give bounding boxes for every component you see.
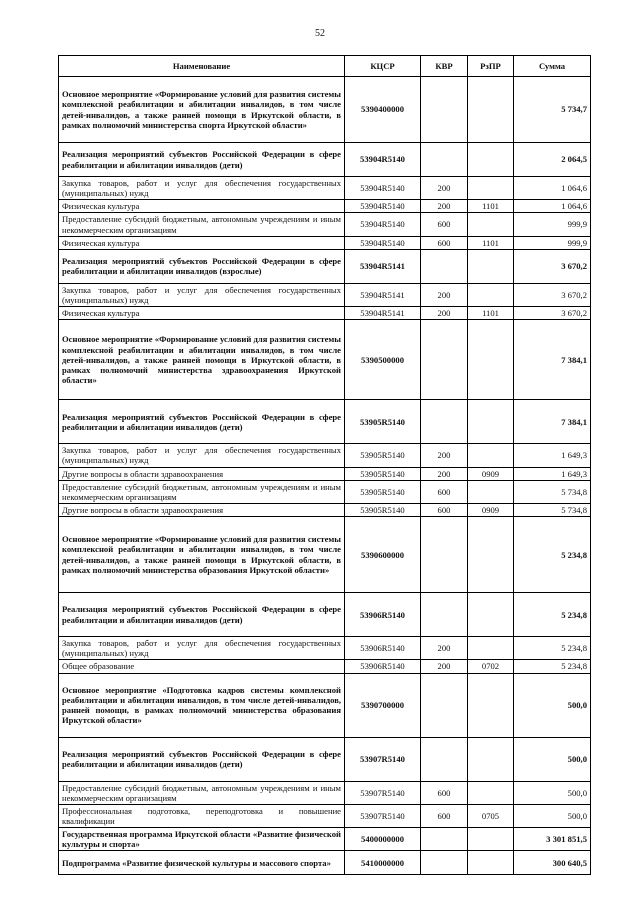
row-rzpr-cell: 0909 [468, 503, 514, 516]
row-sum-cell: 1 649,3 [514, 444, 591, 467]
row-kcsr-cell: 5390700000 [345, 673, 421, 737]
row-kvr-cell: 200 [421, 660, 468, 673]
row-name-cell: Общее образование [59, 660, 345, 673]
row-kvr-cell: 200 [421, 637, 468, 660]
row-sum-cell: 2 064,5 [514, 143, 591, 177]
row-kcsr-cell: 53905R5140 [345, 444, 421, 467]
table-row [59, 213, 591, 236]
row-sum-cell: 5 234,8 [514, 593, 591, 637]
row-kcsr-cell: 53904R5141 [345, 283, 421, 306]
row-kvr-cell: 600 [421, 480, 468, 503]
header-row [59, 56, 591, 77]
row-rzpr-cell [468, 828, 514, 851]
row-rzpr-cell [468, 737, 514, 781]
budget-table [58, 55, 591, 875]
row-name-cell: Основное мероприятие «Подготовка кадров системы комплексной реабилитации и абилитации инвалидов, в том числе детей-инвалидов, ранней помощи, в рамках полномочий министерства образования Иркутской области» [59, 673, 345, 737]
row-kvr-cell: 200 [421, 467, 468, 480]
table-row [59, 283, 591, 306]
table-row [59, 781, 591, 804]
row-rzpr-cell [468, 781, 514, 804]
row-name-cell: Закупка товаров, работ и услуг для обеспечения государственных (муниципальных) нужд [59, 637, 345, 660]
table-row [59, 400, 591, 444]
row-sum-cell: 500,0 [514, 804, 591, 827]
row-kvr-cell [421, 828, 468, 851]
row-kcsr-cell: 53907R5140 [345, 737, 421, 781]
table-row [59, 480, 591, 503]
table-row [59, 828, 591, 851]
table-row [59, 143, 591, 177]
row-name-cell: Физическая культура [59, 236, 345, 249]
row-rzpr-cell [468, 177, 514, 200]
row-rzpr-cell [468, 673, 514, 737]
row-kcsr-cell: 53906R5140 [345, 593, 421, 637]
row-rzpr-cell [468, 400, 514, 444]
row-rzpr-cell [468, 283, 514, 306]
row-rzpr-cell: 1101 [468, 200, 514, 213]
row-name-cell: Основное мероприятие «Формирование условий для развития системы комплексной реабилитации и абилитации инвалидов, в том числе детей-инвалидов, а также ранней помощи в Иркутской области, в рамках полномочий министерства образования Иркутской области» [59, 517, 345, 593]
row-kcsr-cell: 53904R5140 [345, 143, 421, 177]
row-name-cell: Основное мероприятие «Формирование условий для развития системы комплексной реабилитации и абилитации инвалидов, в том числе детей-инвалидов, а также ранней помощи в Иркутской области, в рамках полномочий министерства здравоохранения Иркутской области» [59, 320, 345, 400]
row-sum-cell: 500,0 [514, 673, 591, 737]
page-number: 52 [315, 28, 325, 39]
table-row [59, 200, 591, 213]
row-name-cell: Закупка товаров, работ и услуг для обеспечения государственных (муниципальных) нужд [59, 444, 345, 467]
row-kcsr-cell: 53904R5140 [345, 177, 421, 200]
row-rzpr-cell [468, 851, 514, 875]
row-sum-cell: 7 384,1 [514, 400, 591, 444]
table-row [59, 637, 591, 660]
row-name-cell: Другие вопросы в области здравоохранения [59, 467, 345, 480]
row-rzpr-cell: 0909 [468, 467, 514, 480]
row-kvr-cell [421, 143, 468, 177]
row-kvr-cell [421, 77, 468, 143]
table-row [59, 249, 591, 283]
row-rzpr-cell: 1101 [468, 307, 514, 320]
row-kvr-cell [421, 517, 468, 593]
row-kvr-cell [421, 400, 468, 444]
table-row [59, 593, 591, 637]
row-sum-cell: 5 234,8 [514, 660, 591, 673]
row-rzpr-cell [468, 77, 514, 143]
row-name-cell: Физическая культура [59, 307, 345, 320]
table-row [59, 236, 591, 249]
header-rzpr: РзПР [468, 56, 514, 77]
row-sum-cell: 500,0 [514, 737, 591, 781]
row-kvr-cell: 600 [421, 213, 468, 236]
table-row [59, 660, 591, 673]
row-kvr-cell [421, 851, 468, 875]
row-rzpr-cell: 0702 [468, 660, 514, 673]
row-kvr-cell [421, 737, 468, 781]
table-row [59, 177, 591, 200]
header-kvr: КВР [421, 56, 468, 77]
row-kcsr-cell: 5390400000 [345, 77, 421, 143]
row-sum-cell: 3 670,2 [514, 307, 591, 320]
row-kcsr-cell: 53907R5140 [345, 804, 421, 827]
row-kcsr-cell: 53906R5140 [345, 637, 421, 660]
row-name-cell: Другие вопросы в области здравоохранения [59, 503, 345, 516]
row-name-cell: Физическая культура [59, 200, 345, 213]
row-name-cell: Реализация мероприятий субъектов Российской Федерации в сфере реабилитации и абилитации инвалидов (взрослые) [59, 249, 345, 283]
row-name-cell: Профессиональная подготовка, переподготовка и повышение квалификации [59, 804, 345, 827]
row-name-cell: Закупка товаров, работ и услуг для обеспечения государственных (муниципальных) нужд [59, 283, 345, 306]
row-kvr-cell: 600 [421, 503, 468, 516]
row-sum-cell: 1 064,6 [514, 177, 591, 200]
row-kcsr-cell: 5410000000 [345, 851, 421, 875]
row-rzpr-cell [468, 249, 514, 283]
table-row [59, 737, 591, 781]
row-rzpr-cell [468, 517, 514, 593]
row-kcsr-cell: 53904R5141 [345, 249, 421, 283]
row-rzpr-cell [468, 143, 514, 177]
table-row [59, 851, 591, 875]
table-row [59, 307, 591, 320]
row-kvr-cell: 600 [421, 804, 468, 827]
row-name-cell: Закупка товаров, работ и услуг для обеспечения государственных (муниципальных) нужд [59, 177, 345, 200]
row-name-cell: Государственная программа Иркутской области «Развитие физической культуры и спорта» [59, 828, 345, 851]
row-name-cell: Подпрограмма «Развитие физической культуры и массового спорта» [59, 851, 345, 875]
row-kcsr-cell: 53905R5140 [345, 480, 421, 503]
row-name-cell: Предоставление субсидий бюджетным, автономным учреждениям и иным некоммерческим организациям [59, 781, 345, 804]
row-kcsr-cell: 5390500000 [345, 320, 421, 400]
row-sum-cell: 1 064,6 [514, 200, 591, 213]
row-rzpr-cell [468, 593, 514, 637]
row-sum-cell: 3 670,2 [514, 283, 591, 306]
row-rzpr-cell [468, 320, 514, 400]
row-name-cell: Реализация мероприятий субъектов Российской Федерации в сфере реабилитации и абилитации инвалидов (дети) [59, 737, 345, 781]
row-kcsr-cell: 53904R5140 [345, 213, 421, 236]
table-row [59, 804, 591, 827]
header-sum: Сумма [514, 56, 591, 77]
row-kcsr-cell: 53904R5141 [345, 307, 421, 320]
row-kvr-cell: 600 [421, 781, 468, 804]
row-kcsr-cell: 5390600000 [345, 517, 421, 593]
table-row [59, 444, 591, 467]
table-row [59, 503, 591, 516]
row-kvr-cell [421, 249, 468, 283]
row-name-cell: Реализация мероприятий субъектов Российской Федерации в сфере реабилитации и абилитации инвалидов (дети) [59, 143, 345, 177]
row-rzpr-cell [468, 444, 514, 467]
row-kvr-cell: 200 [421, 200, 468, 213]
row-kcsr-cell: 53904R5140 [345, 236, 421, 249]
table-row [59, 320, 591, 400]
row-name-cell: Реализация мероприятий субъектов Российской Федерации в сфере реабилитации и абилитации инвалидов (дети) [59, 593, 345, 637]
row-kcsr-cell: 53906R5140 [345, 660, 421, 673]
row-kcsr-cell: 53905R5140 [345, 503, 421, 516]
row-sum-cell: 5 234,8 [514, 637, 591, 660]
row-kvr-cell [421, 593, 468, 637]
row-kvr-cell: 200 [421, 177, 468, 200]
row-rzpr-cell: 0705 [468, 804, 514, 827]
row-kvr-cell: 600 [421, 236, 468, 249]
row-kvr-cell: 200 [421, 307, 468, 320]
row-kvr-cell: 200 [421, 444, 468, 467]
row-kcsr-cell: 53905R5140 [345, 467, 421, 480]
row-sum-cell: 5 734,8 [514, 503, 591, 516]
table-row [59, 467, 591, 480]
table-row [59, 77, 591, 143]
row-kvr-cell [421, 320, 468, 400]
row-rzpr-cell [468, 637, 514, 660]
row-sum-cell: 5 734,7 [514, 77, 591, 143]
row-sum-cell: 999,9 [514, 236, 591, 249]
row-sum-cell: 1 649,3 [514, 467, 591, 480]
row-kcsr-cell: 53904R5140 [345, 200, 421, 213]
table-row [59, 673, 591, 737]
row-rzpr-cell [468, 213, 514, 236]
row-name-cell: Предоставление субсидий бюджетным, автономным учреждениям и иным некоммерческим организациям [59, 213, 345, 236]
header-kcsr: КЦСР [345, 56, 421, 77]
row-sum-cell: 300 640,5 [514, 851, 591, 875]
row-sum-cell: 3 301 851,5 [514, 828, 591, 851]
row-name-cell: Предоставление субсидий бюджетным, автономным учреждениям и иным некоммерческим организациям [59, 480, 345, 503]
row-sum-cell: 5 234,8 [514, 517, 591, 593]
row-name-cell: Реализация мероприятий субъектов Российской Федерации в сфере реабилитации и абилитации инвалидов (дети) [59, 400, 345, 444]
row-rzpr-cell [468, 480, 514, 503]
row-sum-cell: 999,9 [514, 213, 591, 236]
row-name-cell: Основное мероприятие «Формирование условий для развития системы комплексной реабилитации и абилитации инвалидов, в том числе детей-инвалидов, а также ранней помощи в Иркутской области, в рамках полномочий министерства спорта Иркутской области» [59, 77, 345, 143]
header-name: Наименование [59, 56, 345, 77]
row-sum-cell: 500,0 [514, 781, 591, 804]
row-kvr-cell [421, 673, 468, 737]
row-kvr-cell: 200 [421, 283, 468, 306]
row-sum-cell: 7 384,1 [514, 320, 591, 400]
row-kcsr-cell: 53905R5140 [345, 400, 421, 444]
row-sum-cell: 3 670,2 [514, 249, 591, 283]
row-kcsr-cell: 5400000000 [345, 828, 421, 851]
row-kcsr-cell: 53907R5140 [345, 781, 421, 804]
table-row [59, 517, 591, 593]
row-rzpr-cell: 1101 [468, 236, 514, 249]
row-sum-cell: 5 734,8 [514, 480, 591, 503]
